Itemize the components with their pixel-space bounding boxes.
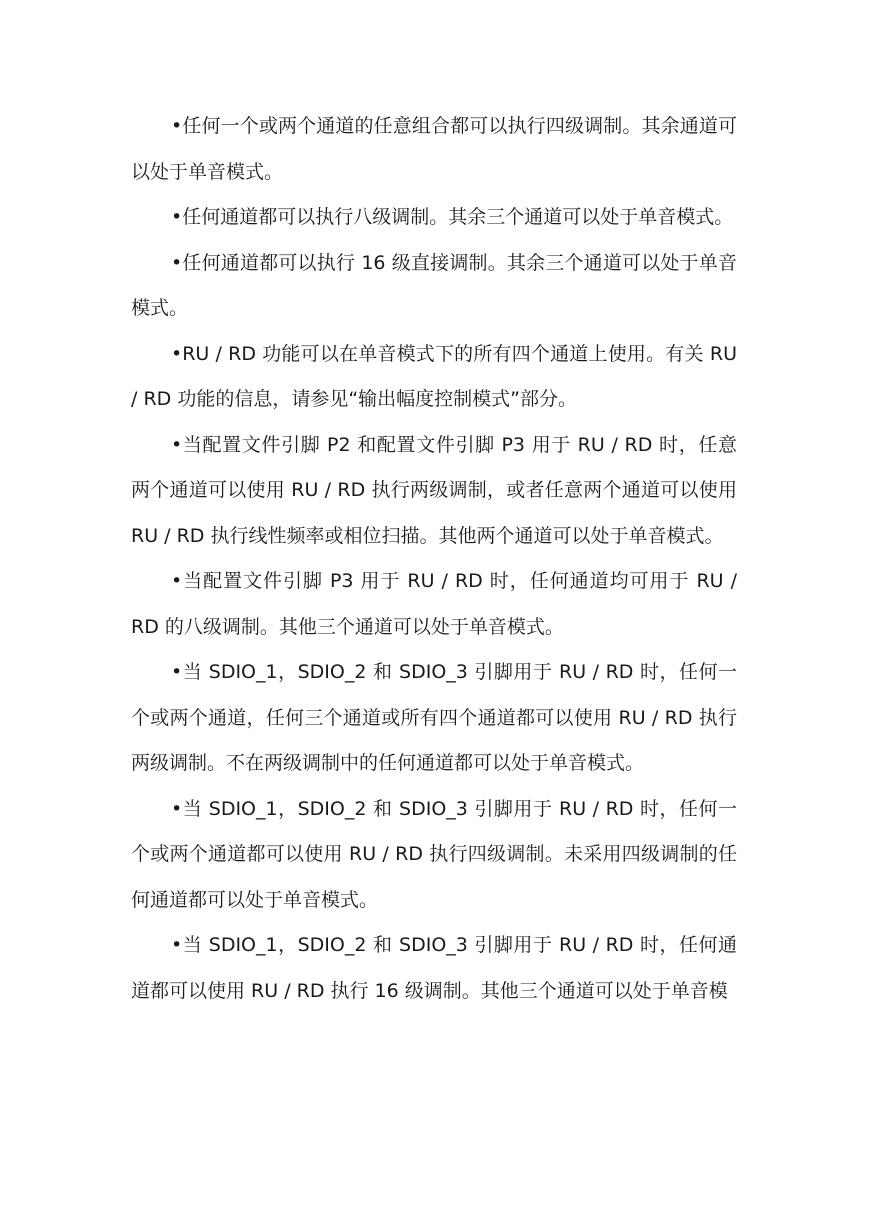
paragraph-1: •任何一个或两个通道的任意组合都可以执行四级调制。其余通道可以处于单音模式。 <box>131 115 737 183</box>
paragraph-4: •RU / RD 功能可以在单音模式下的所有四个通道上使用。有关 RU / RD 功能的信息，请参见“输出幅度控制模式”部分。 <box>131 342 737 410</box>
paragraph-5: •当配置文件引脚 P2 和配置文件引脚 P3 用于 RU / RD 时，任意两个通道可以使用 RU / RD 执行两级调制，或者任意两个通道可以使用 RU / RD 执行线性频率或相位扫描。其他两个通道可以处于单音模式。 <box>131 433 737 547</box>
paragraph-3: •任何通道都可以执行 16 级直接调制。其余三个通道可以处于单音模式。 <box>131 251 737 319</box>
paragraph-9: •当 SDIO_1，SDIO_2 和 SDIO_3 引脚用于 RU / RD 时，任何通道都可以使用 RU / RD 执行 16 级调制。其他三个通道可以处于单音模 <box>131 934 737 1002</box>
paragraph-8: •当 SDIO_1，SDIO_2 和 SDIO_3 引脚用于 RU / RD 时，任何一个或两个通道都可以使用 RU / RD 执行四级调制。未采用四级调制的任何通道都可以处于单音模式。 <box>131 797 737 911</box>
document-body <box>131 104 737 1014</box>
paragraph-6: •当配置文件引脚 P3 用于 RU / RD 时，任何通道均可用于 RU / RD 的八级调制。其他三个通道可以处于单音模式。 <box>131 570 737 638</box>
paragraph-2: •任何通道都可以执行八级调制。其余三个通道可以处于单音模式。 <box>171 206 734 228</box>
paragraph-7: •当 SDIO_1，SDIO_2 和 SDIO_3 引脚用于 RU / RD 时，任何一个或两个通道，任何三个通道或所有四个通道都可以使用 RU / RD 执行两级调制。不在两级调制中的任何通道都可以处于单音模式。 <box>131 661 737 774</box>
